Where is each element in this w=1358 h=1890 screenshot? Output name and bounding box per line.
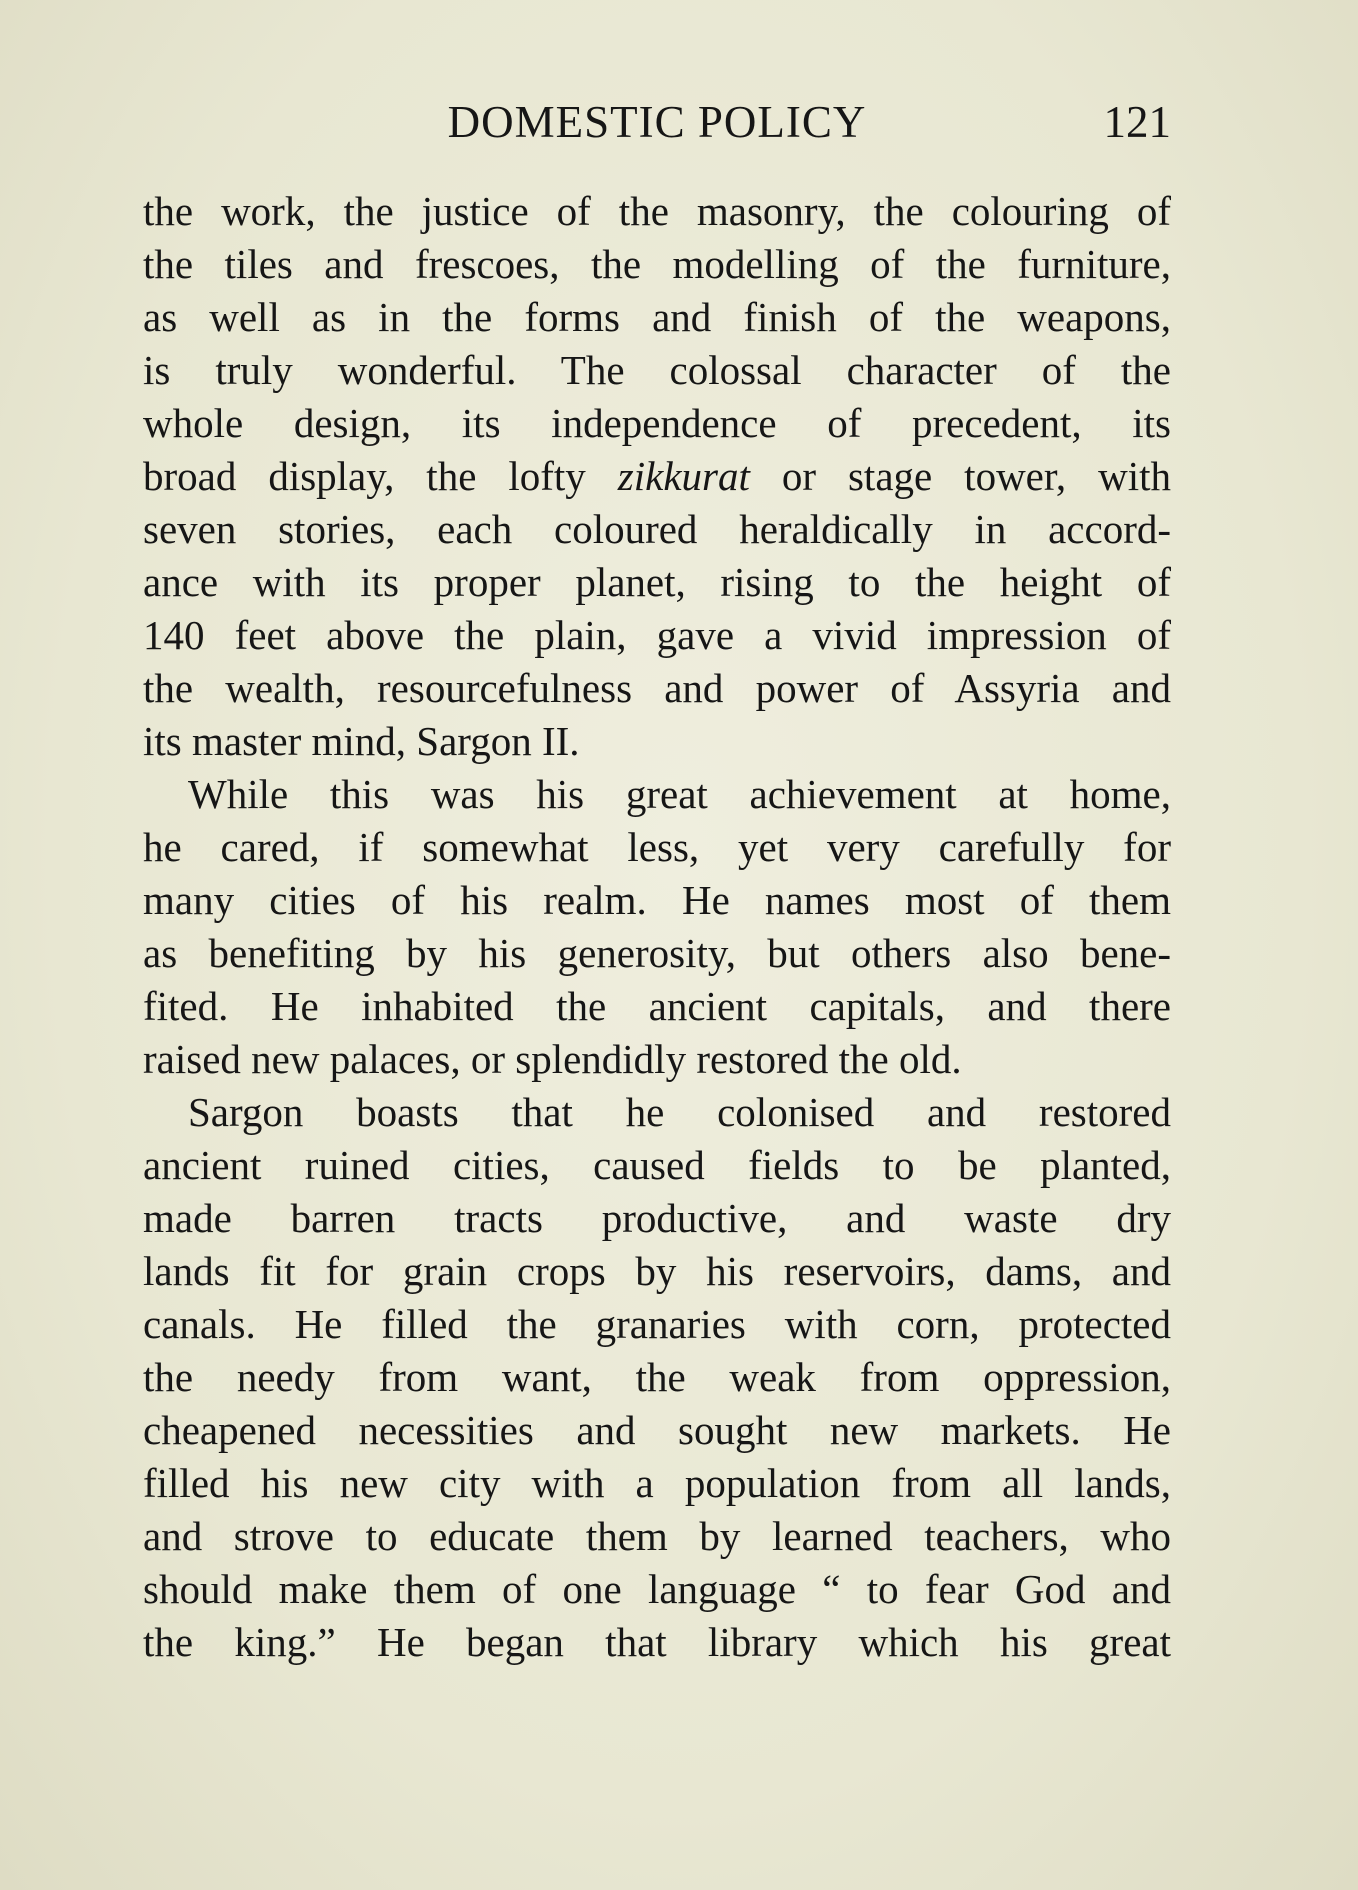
text-line: 140 feet above the plain, gave a vivid impression of xyxy=(143,612,1171,658)
body-text xyxy=(143,185,1171,1669)
text-line: fited. He inhabited the ancient capitals, and there xyxy=(143,983,1171,1029)
text-line: cheapened necessities and sought new markets. He xyxy=(143,1407,1171,1453)
text-line: lands fit for grain crops by his reservoirs, dams, and xyxy=(143,1248,1171,1294)
text-line: the needy from want, the weak from oppression, xyxy=(143,1354,1171,1400)
text-line: as well as in the forms and finish of the weapons, xyxy=(143,294,1171,340)
text-line: should make them of one language “ to fear God and xyxy=(143,1566,1171,1612)
text-line: raised new palaces, or splendidly restored the old. xyxy=(143,1036,962,1082)
text-line: as benefiting by his generosity, but others also bene- xyxy=(143,930,1171,976)
text-line: the wealth, resourcefulness and power of Assyria and xyxy=(143,665,1171,711)
text-line: seven stories, each coloured heraldically in accord- xyxy=(143,506,1171,552)
text-line: ance with its proper planet, rising to the height of xyxy=(143,559,1171,605)
text-line: While this was his great achievement at home, xyxy=(188,771,1171,817)
text-segment: broad display, the lofty xyxy=(143,453,618,499)
text-line: is truly wonderful. The colossal character of the xyxy=(143,347,1171,393)
text-line: ancient ruined cities, caused fields to be planted, xyxy=(143,1142,1171,1188)
text-line: canals. He filled the granaries with corn, protected xyxy=(143,1301,1171,1347)
text-line xyxy=(143,450,1171,503)
text-line: he cared, if somewhat less, yet very carefully for xyxy=(143,824,1171,870)
text-line: the king.” He began that library which his great xyxy=(143,1619,1171,1665)
page-number: 121 xyxy=(1103,97,1171,147)
italic-term: zikkurat xyxy=(617,453,750,499)
text-line: the work, the justice of the masonry, the colouring of xyxy=(143,188,1171,234)
text-line: Sargon boasts that he colonised and restored xyxy=(188,1089,1171,1135)
text-segment: or stage tower, with xyxy=(749,453,1171,499)
running-head xyxy=(143,92,1171,152)
text-line: made barren tracts productive, and waste dry xyxy=(143,1195,1171,1241)
text-line: and strove to educate them by learned teachers, who xyxy=(143,1513,1171,1559)
text-line: its master mind, Sargon II. xyxy=(143,718,580,764)
running-title: DOMESTIC POLICY xyxy=(447,97,867,147)
text-line: filled his new city with a population from all lands, xyxy=(143,1460,1171,1506)
text-line: whole design, its independence of precedent, its xyxy=(143,400,1171,446)
text-line: the tiles and frescoes, the modelling of the furniture, xyxy=(143,241,1171,287)
text-line: many cities of his realm. He names most of them xyxy=(143,877,1171,923)
